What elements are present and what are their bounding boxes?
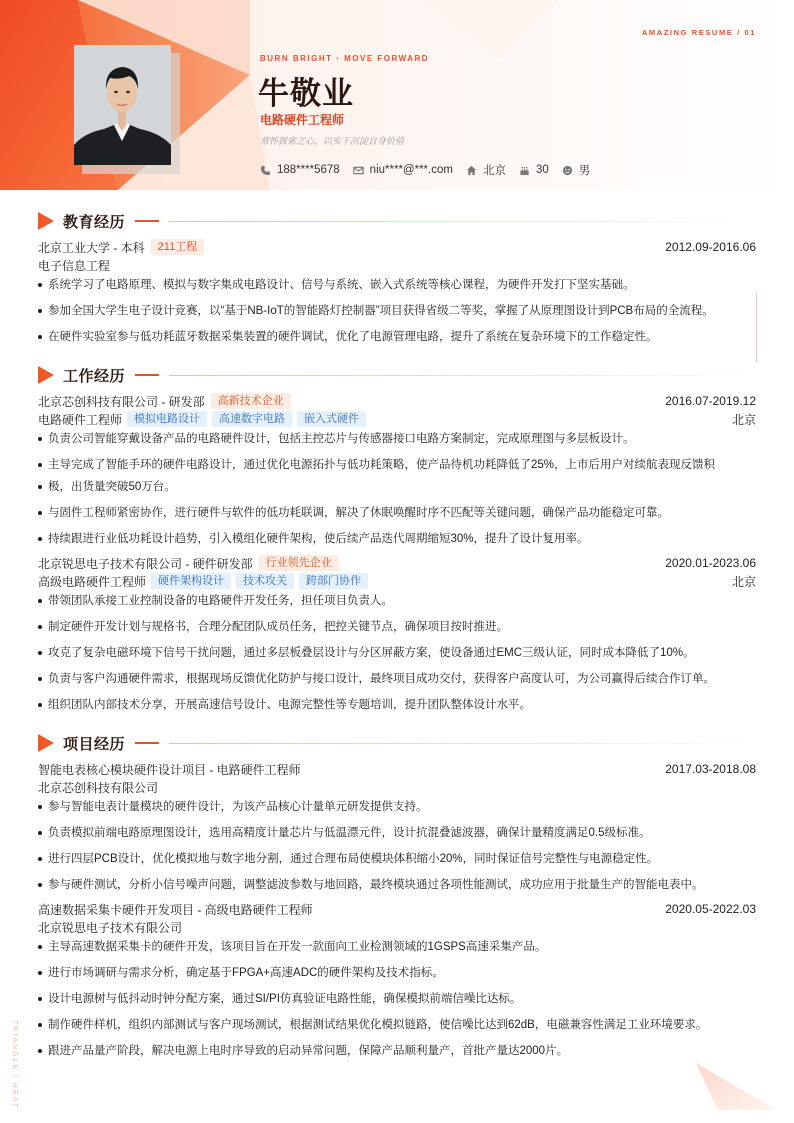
phone-icon [260,165,271,176]
list-item: 在硬件实验室参与低功耗蓝牙数据采集装置的硬件调试，优化了电源管理电路，提升了系统在复杂环境下的工作稳定性。 [38,326,756,348]
list-item: 设计电源树与低抖动时钟分配方案，通过SI/PI仿真验证电路性能，确保模拟前端信噪比达标。 [38,988,756,1010]
company-name: 北京芯创科技有限公司 - 研发部 [38,394,205,409]
city-item [466,162,506,178]
list-item: 负责与客户沟通硬件需求，根据现场反馈优化防护与接口设计，最终项目成功交付，获得客户高度认可，为公司赢得后续合作订单。 [38,668,756,690]
section-triangle-icon [38,366,54,384]
contact-info [260,162,603,178]
project-company-row [38,919,756,935]
list-item: 带领团队承接工业控制设备的电路硬件开发任务，担任项目负责人。 [38,590,756,612]
list-item: 参与硬件测试，分析小信号噪声问题，调整滤波参数与地回路，最终模块通过各项性能测试，成功应用于批量生产的智能电表中。 [38,874,756,896]
skill-tag: 技术攻关 [236,573,294,589]
project-company-row [38,779,756,795]
list-item: 参加全国大学生电子设计竞赛，以“基于NB-IoT的智能路灯控制器”项目获得省级二等奖，掌握了从原理图设计到PCB布局的全流程。 [38,300,756,322]
project-entry-header [38,761,756,777]
email-text: niu****@***.com [369,164,453,176]
company-badge: 高新技术企业 [211,393,291,409]
section-dash [135,374,159,376]
section-dash [135,742,159,744]
home-icon [466,165,477,176]
list-item: 制作硬件样机，组织内部测试与客户现场测试，根据测试结果优化模拟链路，使信噪比达到62dB，电磁兼容性满足工业环境要求。 [38,1014,756,1036]
role: 电路硬件工程师 [38,412,123,427]
phone-item [260,164,340,176]
list-item: 负责模拟前端电路原理图设计，选用高精度计量芯片与低温漂元件，设计抗混叠滤波器，确保计量精度满足0.5级标准。 [38,822,756,844]
job-title: 电路硬件工程师 [260,113,345,127]
section-dash [135,220,159,222]
work-role-row [38,411,756,427]
section-divider [169,221,759,222]
project-name: 高速数据采集卡硬件开发项目 - 高级电路硬件工程师 [38,902,313,917]
company-name: 北京锐思电子技术有限公司 - 硬件研发部 [38,556,253,571]
list-item: 系统学习了电路原理、模拟与数字集成电路设计、信号与系统、嵌入式系统等核心课程，为硬件开发打下坚实基础。 [38,274,756,296]
age-item [519,164,549,176]
school-badge: 211工程 [151,239,205,255]
work-entry-header [38,393,756,409]
work-city: 北京 [731,412,756,427]
school-name: 北京工业大学 - 本科 [38,240,145,255]
work-city: 北京 [731,574,756,589]
section-triangle-icon [38,212,54,230]
project-date: 2017.03-2018.08 [665,762,756,776]
project-date: 2020.05-2022.03 [665,902,756,916]
age-text: 30 [535,164,549,176]
gender-text: 男 [578,165,591,177]
resume-tag: AMAZING RESUME / 01 [641,28,756,37]
role: 高级电路硬件工程师 [38,574,147,589]
section-title: 项目经历 [63,734,126,753]
profile-photo [74,45,171,165]
list-item: 跟进产品量产阶段，解决电源上电时序导致的启动异常问题，保障产品顺利量产，首批产量达2000片。 [38,1040,756,1062]
resume-header [0,0,794,190]
skill-tag: 嵌入式硬件 [297,411,366,427]
skill-tag: 模拟电路设计 [127,411,207,427]
section-divider [169,375,759,376]
project-name: 智能电表核心模块硬件设计项目 - 电路硬件工程师 [38,762,301,777]
list-item: 组织团队内部技术分享，开展高速信号设计、电源完整性等专题培训，提升团队整体设计水平。 [38,694,756,716]
work-date: 2020.01-2023.06 [665,556,756,570]
list-item: 与固件工程师紧密协作，进行硬件与软件的低功耗联调，解决了休眠唤醒时序不匹配等关键问题，确保产品功能稳定可靠。 [38,502,756,524]
section-title: 工作经历 [63,366,126,385]
list-item: 负责公司智能穿戴设备产品的电路硬件设计，包括主控芯片与传感器接口电路方案制定，完成原理图与多层板设计。 [38,428,756,450]
section-divider [169,743,759,744]
city-text: 北京 [482,165,506,177]
list-item: 进行市场调研与需求分析，确定基于FPGA+高速ADC的硬件架构及技术指标。 [38,962,756,984]
slogan: BURN BRIGHT · MOVE FORWARD [260,54,430,63]
project-company: 北京芯创科技有限公司 [38,780,159,795]
list-item: 主导完成了智能手环的硬件电路设计，通过优化电源拓扑与低功耗策略，使产品待机功耗降低了25%，上市后用户对续航表现反馈积 [38,454,756,476]
list-item: 参与智能电表计量模块的硬件设计，为该产品核心计量单元研发提供支持。 [38,796,756,818]
project-entry-header [38,901,756,917]
section-projects-header [38,733,159,753]
email-icon [353,165,364,176]
project-company: 北京锐思电子技术有限公司 [38,920,183,935]
list-item: 主导高速数据采集卡的硬件开发，该项目旨在开发一款面向工业检测领域的1GSPS高速采集产品。 [38,936,756,958]
side-accent-line [756,292,757,362]
education-entry-header [38,239,756,255]
smiley-icon [562,165,573,176]
work-date: 2016.07-2019.12 [665,394,756,408]
list-item: 持续跟进行业低功耗设计趋势，引入模组化硬件架构，使后续产品迭代周期缩短30%，提升了设计复用率。 [38,528,756,550]
skill-tag: 跨部门协作 [299,573,368,589]
education-date: 2012.09-2016.06 [665,240,756,254]
vertical-footer-text: TRIANGLE / HEAT [11,1020,18,1109]
phone-text: 188****5678 [277,164,340,176]
work-role-row [38,573,756,589]
list-item-continuation: 极，出货量突破50万台。 [38,476,756,498]
company-badge: 行业领先企业 [259,555,339,571]
work-entry-header [38,555,756,571]
section-education-header [38,211,159,231]
list-item: 攻克了复杂电磁环境下信号干扰问题，通过多层板叠层设计与分区屏蔽方案，使设备通过EMC三级认证，同时成本降低了10%。 [38,642,756,664]
email-item [353,164,453,176]
major: 电子信息工程 [38,258,111,273]
cake-icon [519,165,530,176]
section-triangle-icon [38,734,54,752]
section-work-header [38,365,159,385]
skill-tag: 硬件架构设计 [151,573,231,589]
section-title: 教育经历 [63,212,126,231]
education-major-row [38,257,756,273]
gender-item [562,162,591,178]
list-item: 进行四层PCB设计，优化模拟地与数字地分割，通过合理布局使模块体积缩小20%，同时保证信号完整性与电源稳定性。 [38,848,756,870]
candidate-name: 牛敬业 [258,76,354,112]
motto: 常怀探索之心，以实干沉淀自身价值 [260,137,405,147]
skill-tag: 高速数字电路 [212,411,292,427]
list-item: 制定硬件开发计划与规格书，合理分配团队成员任务，把控关键节点，确保项目按时推进。 [38,616,756,638]
